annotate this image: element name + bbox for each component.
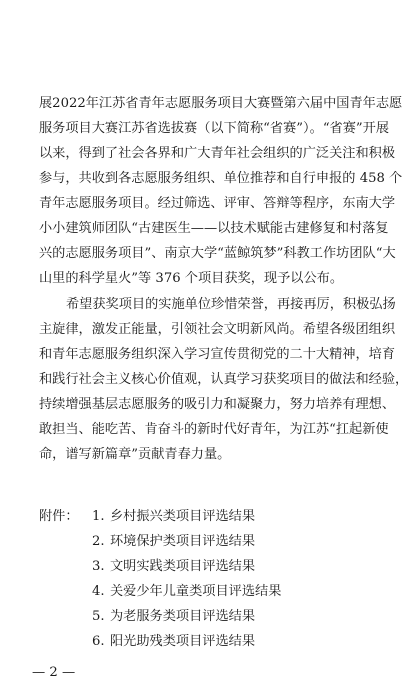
paragraph-line: 山里的科学星火”等 376 个项目获奖，现予以公布。 <box>39 271 344 286</box>
paragraph-line: 希望获奖项目的实施单位珍惜荣誉，再接再厉，积极弘扬 <box>66 297 396 312</box>
paragraph-line: 以来，得到了社会各界和广大青年社会组织的广泛关注和积极 <box>39 146 396 161</box>
paragraph-line: 展2022年江苏省青年志愿服务项目大赛暨第六届中国青年志愿 <box>39 96 403 111</box>
paragraph-line: 持续增强基层志愿服务的吸引力和凝聚力，努力培养有理想、 <box>39 397 396 412</box>
paragraph-line: 青年志愿服务项目。经过筛选、评审、答辩等程序，东南大学 <box>39 196 396 211</box>
attachment-item <box>92 583 281 601</box>
attachment-number: 4. <box>92 584 105 599</box>
attachment-item <box>92 508 255 526</box>
attachment-title: 乡村振兴类项目评选结果 <box>110 509 256 524</box>
paragraph-line: 和青年志愿服务组织深入学习宣传贯彻党的二十大精神，培育 <box>39 347 396 362</box>
attachment-number: 5. <box>92 609 105 624</box>
attachment-title: 文明实践类项目评选结果 <box>110 559 256 574</box>
attachment-item <box>92 533 255 551</box>
attachment-title: 环境保护类项目评选结果 <box>110 534 256 549</box>
paragraph-line: 命，谱写新篇章”贡献青春力量。 <box>39 447 231 462</box>
page-number: — 2 — <box>32 665 76 680</box>
attachment-title: 为老服务类项目评选结果 <box>110 609 256 624</box>
paragraph-line: 敢担当、能吃苦、肯奋斗的新时代好青年，为江苏“扛起新使 <box>39 422 389 437</box>
paragraph-line: 兴的志愿服务项目”、南京大学“蓝鲸筑梦”科教工作坊团队“大 <box>39 246 396 261</box>
attachment-item <box>92 558 255 576</box>
attachment-item <box>92 608 255 626</box>
attachment-item <box>92 633 255 651</box>
paragraph-line: 主旋律，激发正能量，引领社会文明新风尚。希望各级团组织 <box>39 322 396 337</box>
attachment-number: 1. <box>92 509 105 524</box>
attachments-label: 附件： <box>39 509 79 524</box>
paragraph-line: 服务项目大赛江苏省选拔赛（以下简称“省赛”）。“省赛”开展 <box>39 121 390 136</box>
attachment-number: 2. <box>92 534 105 549</box>
attachment-title: 关爱少年儿童类项目评选结果 <box>110 584 282 599</box>
paragraph-line: 小小建筑师团队“古建医生——以技术赋能古建修复和村落复 <box>39 221 389 236</box>
paragraph-line: 和践行社会主义核心价值观，认真学习获奖项目的做法和经验， <box>39 372 409 387</box>
attachment-number: 3. <box>92 559 105 574</box>
paragraph-line: 参与，共收到各志愿服务组织、单位推荐和自行申报的 458 个 <box>39 171 403 186</box>
attachment-number: 6. <box>92 634 105 649</box>
attachment-title: 阳光助残类项目评选结果 <box>110 634 256 649</box>
